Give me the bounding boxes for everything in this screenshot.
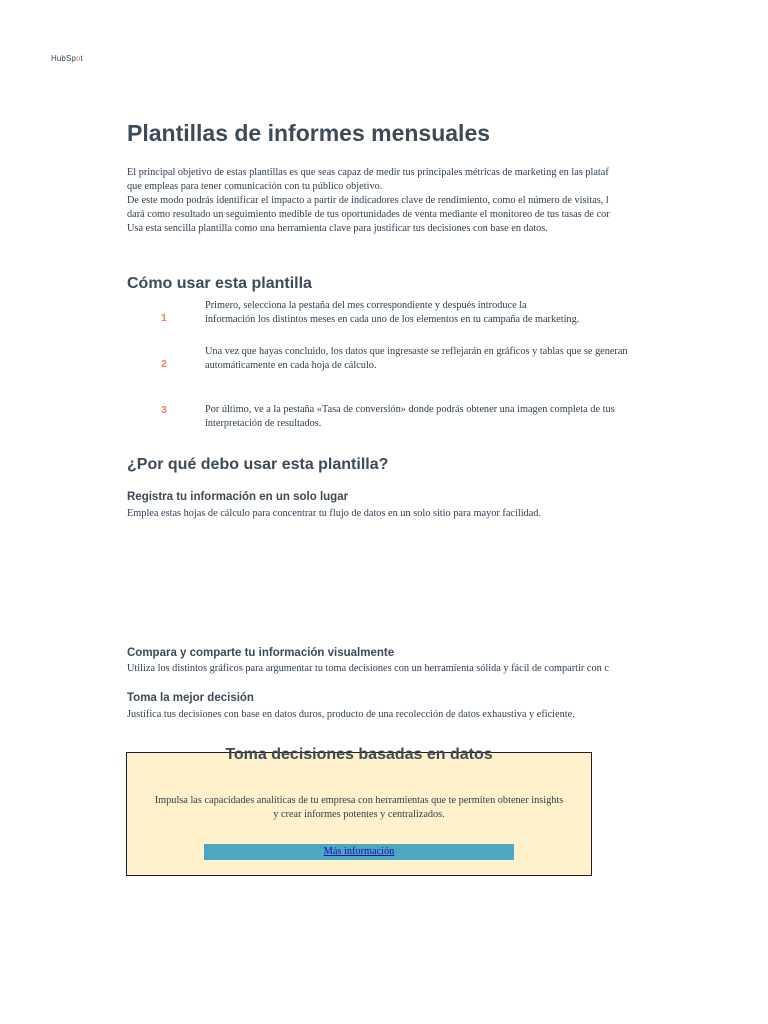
why-item-title: Toma la mejor decisión	[127, 692, 254, 704]
intro-text	[127, 166, 672, 236]
why-item-title: Compara y comparte tu información visualmente	[127, 647, 395, 659]
intro-line: que empleas para tener comunicación con tu público objetivo.	[127, 181, 383, 192]
intro-line: El principal objetivo de estas plantillas es que seas capaz de medir tus principales métricas de marketing en las plataf	[127, 167, 609, 178]
step-number-1: 1	[161, 312, 167, 324]
step-1-text: información los distintos meses en cada uno de los elementos en tu campaña de marketing.	[205, 314, 580, 325]
intro-line: dará como resultado un seguimiento medible de tus oportunidades de venta mediante el monitoreo de tus tasas de cor	[127, 209, 610, 220]
more-info-button[interactable]	[204, 844, 514, 860]
more-info-link[interactable]: Más información	[323, 846, 395, 857]
page-title: Plantillas de informes mensuales	[127, 120, 491, 146]
step-number-3: 3	[161, 404, 167, 416]
step-1-line1-clipped: Primero, selecciona la pestaña del mes correspondiente y después introduce la	[205, 300, 527, 311]
logo-o-sprocket: o	[75, 54, 81, 63]
why-item-text: Emplea estas hojas de cálculo para concentrar tu flujo de datos en un solo sitio para mayor facilidad.	[127, 508, 542, 519]
cta-title: Toma decisiones basadas en datos	[225, 746, 493, 763]
step-2-text: automáticamente en cada hoja de cálculo.	[205, 360, 377, 371]
step-number-2: 2	[161, 358, 167, 370]
why-item-title: Registra tu información en un solo lugar	[127, 491, 349, 503]
cta-text: Impulsa las capacidades analíticas de tu empresa con herramientas que te permiten obtener insights y crear informes potentes y centralizados.	[154, 795, 564, 820]
why-item-text: Utiliza los distintos gráficos para argumentar tu toma decisiones con un herramienta sólida y fácil de compartir con c	[127, 663, 609, 674]
step-2-line1-clipped: Una vez que hayas concluido, los datos que ingresaste se reflejarán en gráficos y tablas que se generan	[205, 346, 628, 357]
why-item-text: Justifica tus decisiones con base en datos duros, producto de una recolección de datos exhaustiva y eficiente.	[127, 709, 575, 720]
step-3-text: Por último, ve a la pestaña «Tasa de conversión» donde podrás obtener una imagen completa de tus interpretación de resultados.	[205, 404, 615, 429]
intro-line: De este modo podrás identificar el impacto a partir de indicadores clave de rendimiento, como el número de visitas, l	[127, 195, 609, 206]
intro-line: Usa esta sencilla plantilla como una herramienta clave para justificar tus decisiones con base en datos.	[127, 223, 548, 234]
how-to-heading: Cómo usar esta plantilla	[127, 275, 312, 292]
cta-box	[126, 746, 592, 876]
hubspot-logo: HubSpot	[51, 54, 83, 63]
why-heading: ¿Por qué debo usar esta plantilla?	[127, 456, 389, 473]
